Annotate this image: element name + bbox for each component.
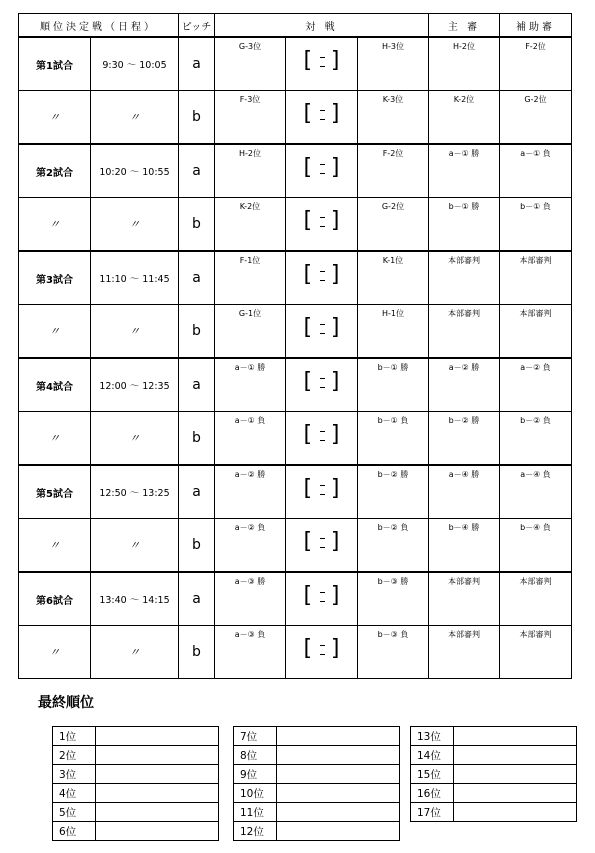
referee: 本部審判: [448, 256, 480, 265]
away-cell: [358, 412, 429, 466]
home-cell: [215, 412, 286, 466]
assistant-cell: [500, 251, 572, 305]
rank-team-blank[interactable]: [454, 803, 577, 822]
referee-cell: [429, 465, 500, 519]
score-bracket: [ ]: [303, 315, 340, 340]
time-ditto: 〃: [91, 626, 179, 679]
rank-label: 14位: [411, 746, 454, 765]
time-ditto: 〃: [91, 198, 179, 252]
match-row: [19, 37, 572, 91]
away-team: b－② 負: [377, 523, 409, 532]
time-slot: 12:50 ～ 13:25: [91, 465, 179, 519]
referee: a－① 勝: [448, 149, 480, 158]
rank-label: 9位: [234, 765, 277, 784]
match-row: [19, 358, 572, 412]
rank-team-blank[interactable]: [277, 784, 400, 803]
rank-team-blank[interactable]: [277, 765, 400, 784]
home-cell: [215, 626, 286, 679]
ranking-row: [411, 784, 577, 803]
assistant-referee: F-2位: [525, 42, 546, 51]
header-row: [19, 14, 572, 38]
assistant-referee: a－① 負: [520, 149, 551, 158]
rank-team-blank[interactable]: [96, 803, 219, 822]
match-row: [19, 251, 572, 305]
home-cell: [215, 198, 286, 252]
round-ditto: 〃: [19, 198, 91, 252]
rank-label: 4位: [53, 784, 96, 803]
home-team: a－③ 勝: [234, 577, 266, 586]
assistant-cell: [500, 37, 572, 91]
score-cell: [286, 144, 358, 198]
round-ditto: 〃: [19, 626, 91, 679]
score-bracket: [ ]: [303, 583, 340, 608]
referee: 本部審判: [448, 630, 480, 639]
home-cell: [215, 37, 286, 91]
ranking-row: [53, 765, 219, 784]
ranking-row: [53, 727, 219, 746]
ranking-row: [234, 803, 400, 822]
rank-team-blank[interactable]: [96, 822, 219, 841]
referee-cell: [429, 412, 500, 466]
referee-cell: [429, 251, 500, 305]
schedule-table: [18, 13, 572, 679]
pitch-cell: b: [179, 91, 215, 145]
assistant-referee: 本部審判: [519, 309, 552, 318]
assistant-header: 補助審: [500, 14, 572, 38]
time-ditto: 〃: [91, 305, 179, 359]
round-ditto: 〃: [19, 91, 91, 145]
ranking-row: [234, 746, 400, 765]
score-cell: [286, 305, 358, 359]
referee: K-2位: [453, 95, 475, 104]
score-bracket: [ ]: [303, 208, 340, 233]
match-row: [19, 465, 572, 519]
ranking-row: [53, 803, 219, 822]
referee-header: 主 審: [429, 14, 500, 38]
away-team: H-3位: [382, 42, 404, 51]
rank-label: 5位: [53, 803, 96, 822]
away-team: b－① 勝: [377, 363, 409, 372]
time-ditto: 〃: [91, 519, 179, 573]
rank-label: 3位: [53, 765, 96, 784]
home-team: a－③ 負: [234, 630, 266, 639]
round-label: 第5試合: [19, 465, 91, 519]
assistant-referee: 本部審判: [519, 577, 552, 586]
score-bracket: [ ]: [303, 48, 340, 73]
round-label: 第6試合: [19, 572, 91, 626]
rank-label: 17位: [411, 803, 454, 822]
score-cell: [286, 572, 358, 626]
home-team: a－② 勝: [234, 470, 266, 479]
ranking-row: [234, 765, 400, 784]
rank-team-blank[interactable]: [96, 746, 219, 765]
away-cell: [358, 91, 429, 145]
pitch-cell: a: [179, 358, 215, 412]
referee-cell: [429, 37, 500, 91]
round-ditto: 〃: [19, 305, 91, 359]
score-cell: [286, 519, 358, 573]
assistant-cell: [500, 305, 572, 359]
assistant-referee: b－② 負: [520, 416, 551, 425]
final-ranking-title: 最終順位: [38, 695, 94, 711]
assistant-referee: b－④ 負: [520, 523, 551, 532]
rank-team-blank[interactable]: [96, 765, 219, 784]
rank-label: 13位: [411, 727, 454, 746]
rank-team-blank[interactable]: [277, 822, 400, 841]
match-row: [19, 412, 572, 466]
referee: a－② 勝: [448, 363, 480, 372]
away-cell: [358, 572, 429, 626]
rank-label: 8位: [234, 746, 277, 765]
round-ditto: 〃: [19, 412, 91, 466]
assistant-referee: b－① 負: [520, 202, 551, 211]
time-slot: 9:30 ～ 10:05: [91, 37, 179, 91]
away-team: H-1位: [382, 309, 404, 318]
referee-cell: [429, 144, 500, 198]
round-label: 第2試合: [19, 144, 91, 198]
pitch-cell: a: [179, 465, 215, 519]
home-cell: [215, 251, 286, 305]
away-team: K-3位: [382, 95, 404, 104]
score-cell: [286, 37, 358, 91]
home-team: H-2位: [239, 149, 261, 158]
time-slot: 13:40 ～ 14:15: [91, 572, 179, 626]
rank-team-blank[interactable]: [454, 765, 577, 784]
match-row: [19, 626, 572, 679]
pitch-header: ピッチ: [179, 14, 215, 38]
ranking-table-1: [52, 726, 219, 841]
away-cell: [358, 465, 429, 519]
score-bracket: [ ]: [303, 155, 340, 180]
away-cell: [358, 198, 429, 252]
pitch-cell: b: [179, 198, 215, 252]
round-label: 第1試合: [19, 37, 91, 91]
assistant-referee: G-2位: [524, 95, 547, 104]
home-team: G-3位: [238, 42, 262, 51]
assistant-cell: [500, 412, 572, 466]
referee-cell: [429, 519, 500, 573]
round-label: 第4試合: [19, 358, 91, 412]
match-row: [19, 144, 572, 198]
time-slot: 11:10 ～ 11:45: [91, 251, 179, 305]
assistant-cell: [500, 198, 572, 252]
ranking-row: [53, 822, 219, 841]
rank-label: 1位: [53, 727, 96, 746]
away-team: F-2位: [382, 149, 404, 158]
referee-cell: [429, 91, 500, 145]
referee: 本部審判: [448, 309, 480, 318]
rank-label: 10位: [234, 784, 277, 803]
referee: H-2位: [453, 42, 475, 51]
home-team: K-2位: [239, 202, 261, 211]
rank-team-blank[interactable]: [277, 727, 400, 746]
pitch-cell: a: [179, 144, 215, 198]
home-team: F-1位: [239, 256, 261, 265]
away-cell: [358, 305, 429, 359]
away-cell: [358, 37, 429, 91]
assistant-referee: a－④ 負: [520, 470, 551, 479]
rank-label: 16位: [411, 784, 454, 803]
pitch-cell: a: [179, 251, 215, 305]
ranking-row: [411, 746, 577, 765]
ranking-row: [411, 803, 577, 822]
rank-team-blank[interactable]: [454, 746, 577, 765]
assistant-cell: [500, 358, 572, 412]
pitch-cell: b: [179, 305, 215, 359]
rank-label: 7位: [234, 727, 277, 746]
match-header: 対 戦: [215, 14, 429, 38]
round-ditto: 〃: [19, 519, 91, 573]
referee: b－④ 勝: [448, 523, 480, 532]
score-bracket: [ ]: [303, 101, 340, 126]
rank-team-blank[interactable]: [454, 727, 577, 746]
score-cell: [286, 358, 358, 412]
rank-team-blank[interactable]: [277, 803, 400, 822]
score-bracket: [ ]: [303, 262, 340, 287]
match-row: [19, 572, 572, 626]
rank-team-blank[interactable]: [96, 727, 219, 746]
ranking-row: [411, 765, 577, 784]
ranking-row: [53, 746, 219, 765]
away-team: G-2位: [381, 202, 405, 211]
score-cell: [286, 198, 358, 252]
rank-team-blank[interactable]: [96, 784, 219, 803]
pitch-cell: a: [179, 572, 215, 626]
assistant-cell: [500, 519, 572, 573]
referee-cell: [429, 572, 500, 626]
home-cell: [215, 305, 286, 359]
away-team: b－③ 勝: [377, 577, 409, 586]
score-cell: [286, 91, 358, 145]
time-slot: 12:00 ～ 12:35: [91, 358, 179, 412]
home-team: G-1位: [238, 309, 262, 318]
rank-label: 15位: [411, 765, 454, 784]
time-slot: 10:20 ～ 10:55: [91, 144, 179, 198]
match-row: [19, 519, 572, 573]
assistant-referee: 本部審判: [519, 256, 552, 265]
score-bracket: [ ]: [303, 529, 340, 554]
pitch-cell: b: [179, 412, 215, 466]
away-team: b－③ 負: [377, 630, 409, 639]
score-cell: [286, 626, 358, 679]
assistant-referee: a－② 負: [520, 363, 551, 372]
ranking-row: [53, 784, 219, 803]
assistant-referee: 本部審判: [519, 630, 552, 639]
away-cell: [358, 144, 429, 198]
round-header: 順位決定戦（日程）: [19, 14, 179, 38]
away-cell: [358, 626, 429, 679]
home-team: F-3位: [239, 95, 261, 104]
referee-cell: [429, 198, 500, 252]
away-team: b－① 負: [377, 416, 409, 425]
referee: 本部審判: [448, 577, 480, 586]
score-bracket: [ ]: [303, 369, 340, 394]
referee-cell: [429, 305, 500, 359]
home-team: a－① 負: [234, 416, 266, 425]
ranking-row: [234, 822, 400, 841]
rank-label: 11位: [234, 803, 277, 822]
score-cell: [286, 412, 358, 466]
assistant-cell: [500, 626, 572, 679]
assistant-cell: [500, 144, 572, 198]
match-row: [19, 305, 572, 359]
score-cell: [286, 465, 358, 519]
pitch-cell: b: [179, 626, 215, 679]
ranking-table-3: [410, 726, 577, 822]
referee-cell: [429, 626, 500, 679]
rank-label: 2位: [53, 746, 96, 765]
score-cell: [286, 251, 358, 305]
score-bracket: [ ]: [303, 476, 340, 501]
away-cell: [358, 519, 429, 573]
match-row: [19, 91, 572, 145]
home-team: a－② 負: [234, 523, 266, 532]
home-cell: [215, 465, 286, 519]
referee: b－② 勝: [448, 416, 480, 425]
assistant-cell: [500, 465, 572, 519]
ranking-row: [234, 727, 400, 746]
home-cell: [215, 358, 286, 412]
referee: b－① 勝: [448, 202, 480, 211]
time-ditto: 〃: [91, 412, 179, 466]
away-cell: [358, 358, 429, 412]
home-cell: [215, 91, 286, 145]
assistant-cell: [500, 572, 572, 626]
round-label: 第3試合: [19, 251, 91, 305]
referee: a－④ 勝: [448, 470, 480, 479]
rank-team-blank[interactable]: [454, 784, 577, 803]
match-row: [19, 198, 572, 252]
home-team: a－① 勝: [234, 363, 266, 372]
home-cell: [215, 519, 286, 573]
rank-label: 12位: [234, 822, 277, 841]
away-cell: [358, 251, 429, 305]
ranking-row: [411, 727, 577, 746]
rank-label: 6位: [53, 822, 96, 841]
score-bracket: [ ]: [303, 636, 340, 661]
away-team: b－② 勝: [377, 470, 409, 479]
time-ditto: 〃: [91, 91, 179, 145]
pitch-cell: b: [179, 519, 215, 573]
ranking-table-2: [233, 726, 400, 841]
away-team: K-1位: [382, 256, 404, 265]
score-bracket: [ ]: [303, 422, 340, 447]
rank-team-blank[interactable]: [277, 746, 400, 765]
home-cell: [215, 572, 286, 626]
home-cell: [215, 144, 286, 198]
referee-cell: [429, 358, 500, 412]
assistant-cell: [500, 91, 572, 145]
pitch-cell: a: [179, 37, 215, 91]
ranking-row: [234, 784, 400, 803]
